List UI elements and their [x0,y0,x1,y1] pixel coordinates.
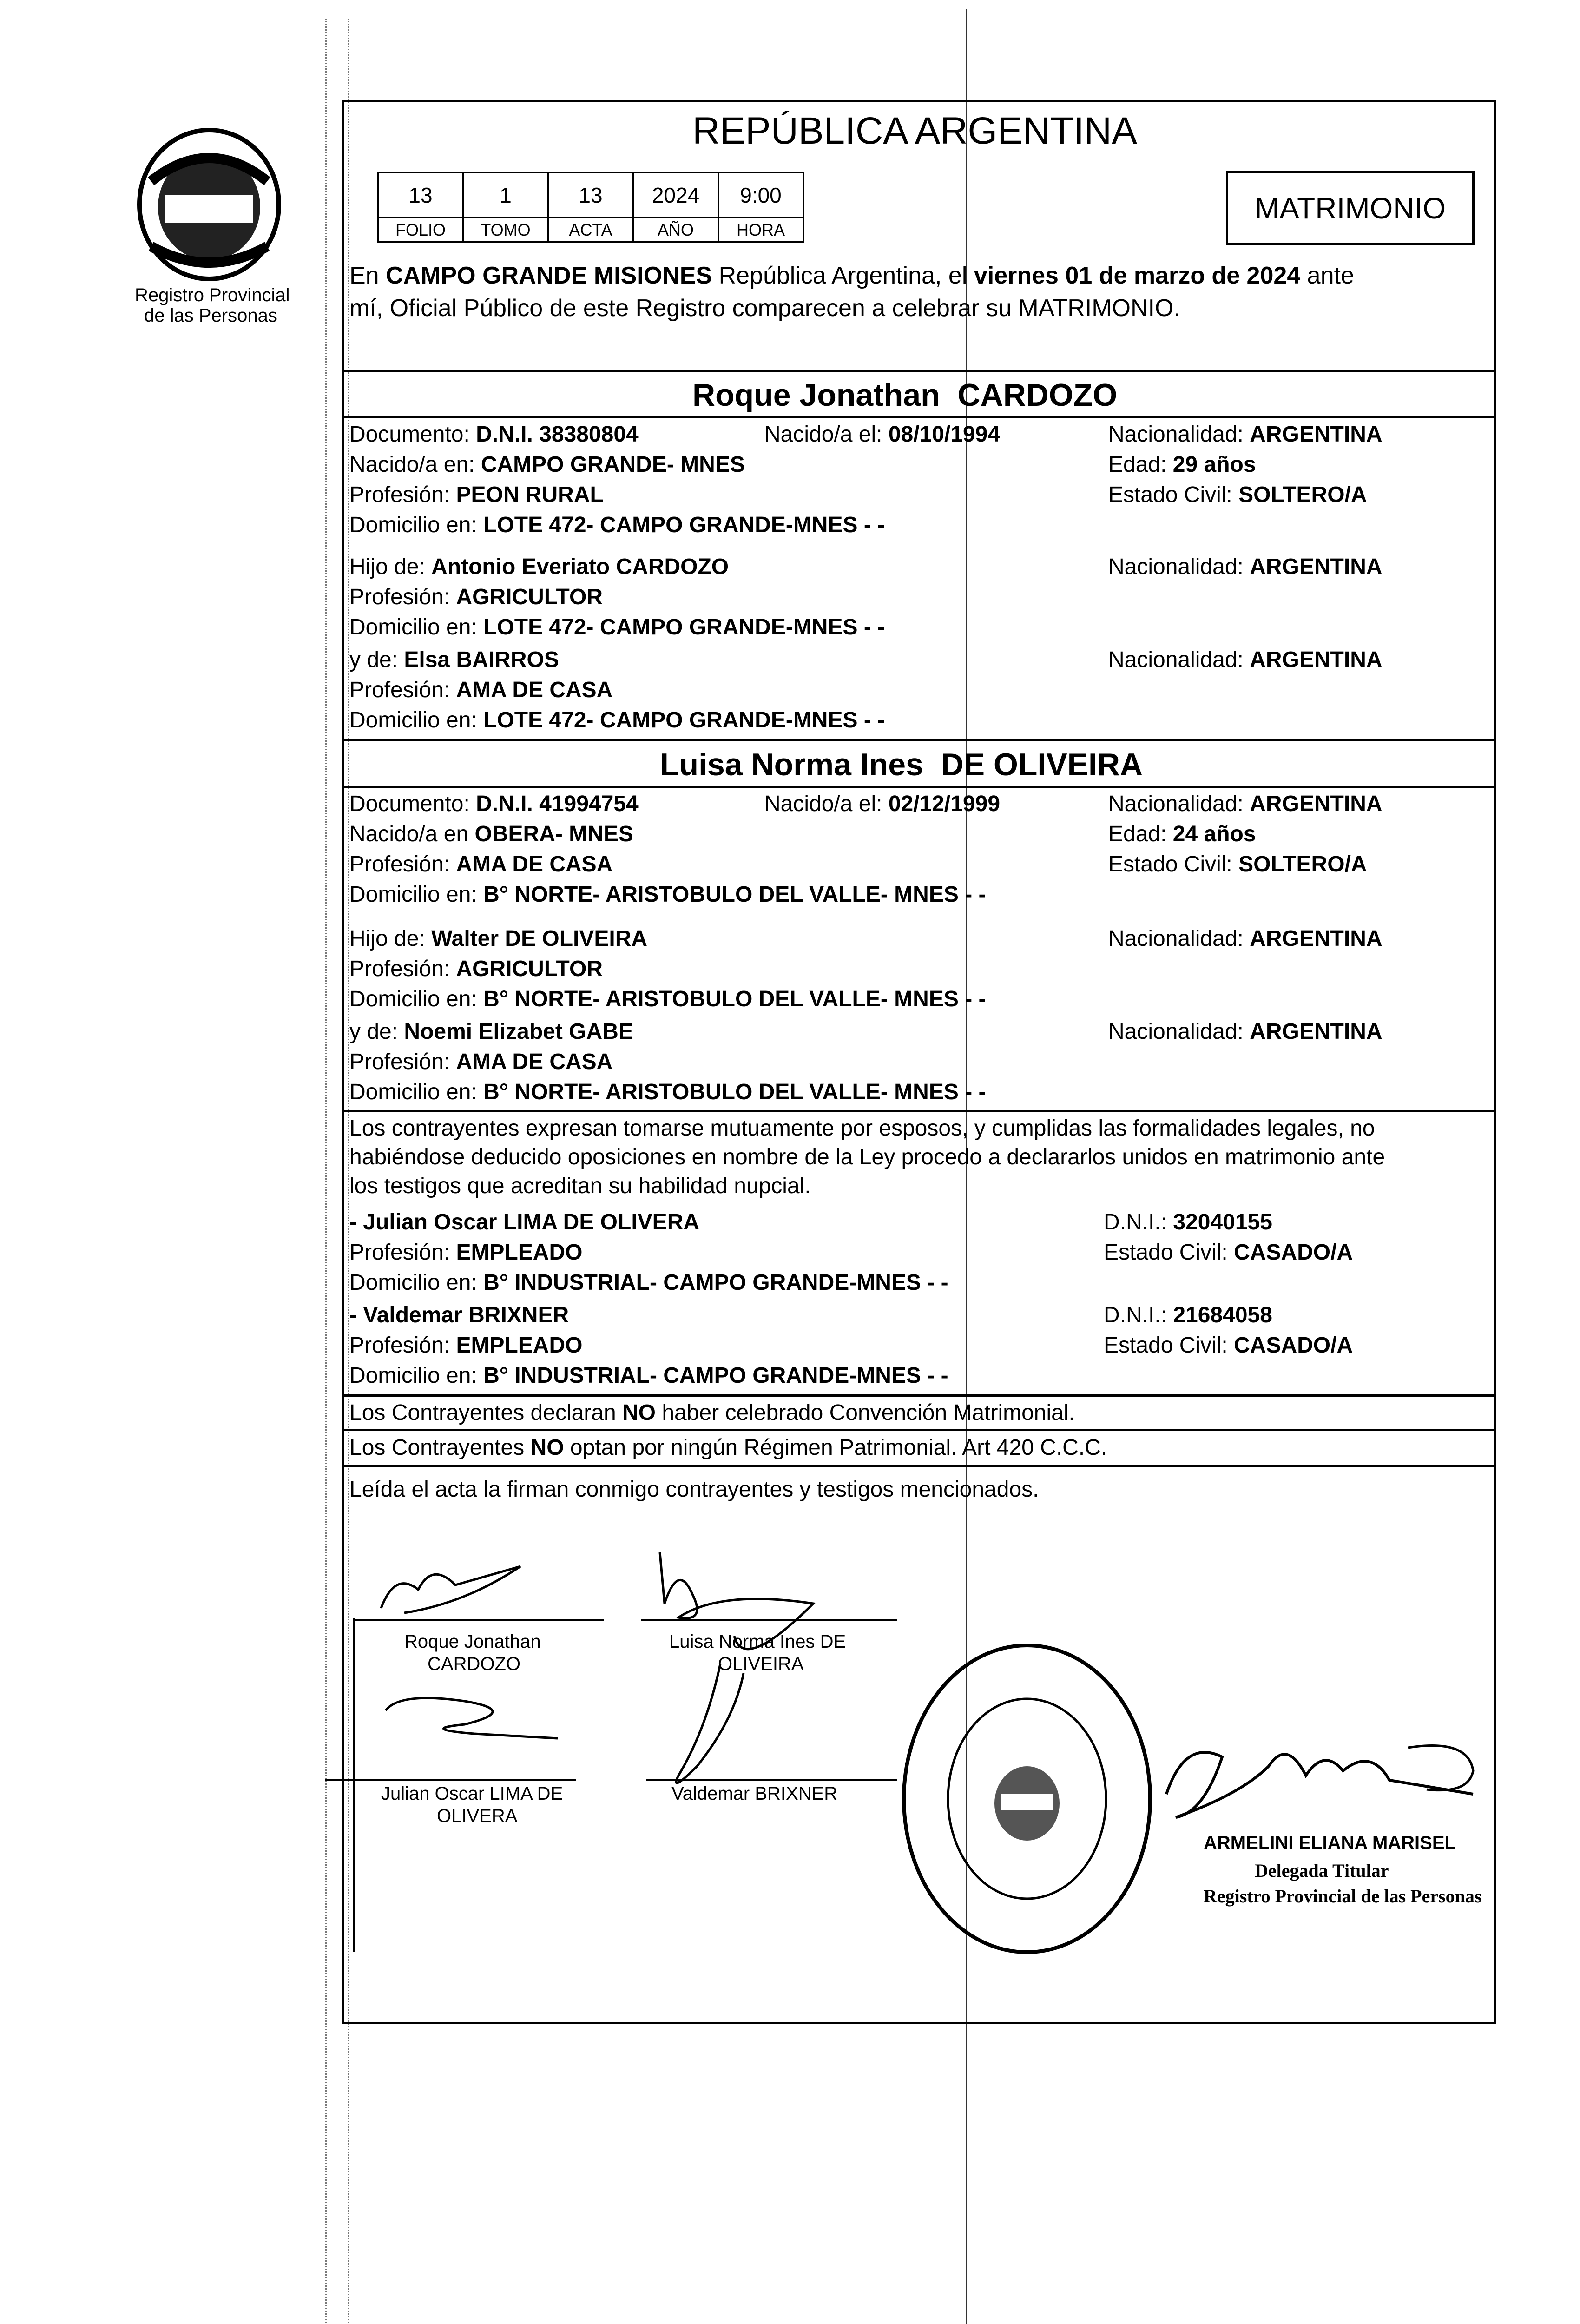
acta-value: 13 [547,172,634,218]
nat-label: Nacionalidad: [1108,792,1250,816]
sig-bride-line-1: Luisa Norma Ines DE [669,1631,846,1652]
bride-mother-domicile [349,1078,986,1106]
acta-label: ACTA [547,217,634,243]
dni-label: D.N.I.: [1104,1303,1173,1327]
tomo-label: TOMO [462,217,549,243]
groom-father-dom: LOTE 472- CAMPO GRANDE-MNES - - [483,615,885,640]
anio-label: AÑO [632,217,719,243]
bride-place: OBERA- MNES [474,822,633,846]
closing-rule [344,1465,1494,1467]
intro-date: viernes 01 de marzo de 2024 [974,262,1301,289]
bride-name-heading [660,745,1143,784]
intro-place: CAMPO GRANDE MISIONES [386,262,712,289]
bride-birthplace [349,820,633,848]
groom-mother [349,646,559,674]
nat-label: Nacionalidad: [1108,555,1250,579]
bride-mother-dom: B° NORTE- ARISTOBULO DEL VALLE- MNES - - [483,1080,986,1104]
bride-civil-status [1108,851,1367,878]
dom-label: Domicilio en: [349,1270,484,1295]
convention-line-2 [349,1434,1107,1462]
groom-prof: PEON RURAL [456,482,604,507]
groom-father-nationality [1108,553,1382,581]
act-type: MATRIMONIO [1254,191,1446,225]
groom-born [764,421,1000,449]
intro-p3: ante [1300,262,1354,289]
conv1-a: Los Contrayentes declaran [349,1400,623,1425]
groom-mother-profession [349,676,612,704]
bride-nat: ARGENTINA [1250,792,1382,816]
father-label: Hijo de: [349,555,432,579]
sig-witness-1-line-2: OLIVERA [437,1806,518,1826]
groom-birthplace [349,451,745,479]
closing-text: Leída el acta la firman conmigo contrayentes y testigos mencionados. [349,1477,1039,1502]
conv2-c: optan por ningún Régimen Patrimonial. Art 420 C.C.C. [564,1435,1107,1460]
groom-mother-nationality [1108,646,1382,674]
declaration-line-3: los testigos que acreditan su habilidad nupcial. [349,1174,811,1198]
groom-first-names: Roque Jonathan [692,377,940,413]
dom-label: Domicilio en: [349,882,484,907]
witness-1-prof: EMPLEADO [456,1240,583,1265]
witness-1-civil-value: CASADO/A [1234,1240,1353,1265]
bride-born [764,790,1000,818]
nat-label: Nacionalidad: [1108,926,1250,951]
groom-age-value: 29 años [1172,452,1256,477]
conv2-no: NO [530,1435,564,1460]
nat-label: Nacionalidad: [1108,422,1250,447]
folio-value: 13 [377,172,464,218]
prof-label: Profesión: [349,1333,456,1358]
witness-2-profession [349,1332,582,1360]
bride-mother-nationality [1108,1018,1382,1046]
declaration-rule [344,1110,1494,1112]
province-logo [132,125,286,284]
prof-label: Profesión: [349,585,456,609]
born-label: Nacido/a el: [764,422,889,447]
bride-first-names: Luisa Norma Ines [660,747,923,782]
bride-doc [349,790,639,818]
folio-label: FOLIO [377,217,464,243]
bride-civil: SOLTERO/A [1238,852,1367,877]
official-title: Delegada Titular [1255,1860,1389,1881]
place-label: Nacido/a en: [349,452,481,477]
groom-birthdate: 08/10/1994 [888,422,1001,447]
sig-groom-line-2: CARDOZO [428,1654,520,1674]
prof-label: Profesión: [349,678,456,702]
dom-label: Domicilio en: [349,1080,484,1104]
witness-2-dom: B° INDUSTRIAL- CAMPO GRANDE-MNES - - [483,1363,948,1388]
groom-heading-rule [344,416,1494,418]
intro-p2: República Argentina, el [712,262,974,289]
groom-doc [349,421,639,449]
witness-2-prof: EMPLEADO [456,1333,583,1358]
bride-birthdate: 02/12/1999 [888,792,1001,816]
prof-label: Profesión: [349,1240,456,1265]
nat-label: Nacionalidad: [1108,1019,1250,1044]
sig-groom-line-1: Roque Jonathan [404,1631,541,1652]
groom-surname: CARDOZO [957,377,1118,413]
bride-nationality [1108,790,1382,818]
groom-civil: SOLTERO/A [1238,482,1367,507]
prof-label: Profesión: [349,482,456,507]
bride-age-value: 24 años [1172,822,1256,846]
witness-2-civil-value: CASADO/A [1234,1333,1353,1358]
groom-father-domicile [349,614,885,641]
act-type-box [1226,171,1475,245]
mother-label: y de: [349,647,404,672]
prof-label: Profesión: [349,852,456,877]
bride-dom: B° NORTE- ARISTOBULO DEL VALLE- MNES - - [483,882,986,907]
groom-domicile [349,511,885,539]
conventions-rule [344,1394,1494,1397]
witness-2-civil [1104,1332,1353,1360]
nat-label: Nacionalidad: [1108,647,1250,672]
groom-place: CAMPO GRANDE- MNES [481,452,745,477]
groom-mother-prof: AMA DE CASA [456,678,613,702]
official-name: ARMELINI ELIANA MARISEL [1204,1833,1456,1853]
groom-dni: D.N.I. 38380804 [476,422,639,447]
groom-father [349,553,729,581]
groom-dom: LOTE 472- CAMPO GRANDE-MNES - - [483,513,885,537]
bride-father-name: Walter DE OLIVEIRA [431,926,648,951]
logo-caption-1: Registro Provincial [135,285,290,305]
groom-name-heading [692,376,1117,415]
age-label: Edad: [1108,822,1173,846]
declaration-line-1: Los contrayentes expresan tomarse mutuamente por esposos, y cumplidas las formalidades legales, no [349,1116,1375,1141]
groom-nat: ARGENTINA [1250,422,1382,447]
left-margin-guide [325,19,328,2324]
groom-civil-status [1108,481,1367,509]
country-title: REPÚBLICA ARGENTINA [692,110,1137,152]
registry-seal [897,1636,1157,1961]
conv2-a: Los Contrayentes [349,1435,531,1460]
witness-1-name: - Julian Oscar LIMA DE OLIVERA [349,1210,700,1235]
dom-label: Domicilio en: [349,708,484,733]
doc-label: Documento: [349,422,476,447]
sig-witness-1-line-1: Julian Oscar LIMA DE [381,1783,563,1804]
groom-father-profession [349,583,603,611]
witness-1-domicile [349,1269,948,1297]
witness-2-dni [1104,1301,1272,1329]
groom-father-nat: ARGENTINA [1250,555,1382,579]
declaration-line-2: habiéndose deducido oposiciones en nombre de la Ley procedo a declararlos unidos en matrimonio ante [349,1145,1385,1169]
civil-label: Estado Civil: [1104,1333,1234,1358]
bride-age [1108,820,1256,848]
groom-father-name: Antonio Everiato CARDOZO [431,555,729,579]
logo-caption-2: de las Personas [144,305,277,326]
groom-mother-name: Elsa BAIRROS [404,647,559,672]
bride-prof: AMA DE CASA [456,852,613,877]
bride-mother [349,1018,633,1046]
witness-1-dni-value: 32040155 [1173,1210,1272,1235]
intro-line-2: mí, Oficial Público de este Registro comparecen a celebrar su MATRIMONIO. [349,295,1180,322]
intro-p1: En [349,262,386,289]
dni-label: D.N.I.: [1104,1210,1173,1235]
bride-profession [349,851,612,878]
groom-nationality [1108,421,1382,449]
civil-label: Estado Civil: [1108,482,1239,507]
sig-witness-2: Valdemar BRIXNER [672,1783,838,1804]
bride-surname: DE OLIVEIRA [941,747,1143,782]
witness-1-civil [1104,1239,1353,1267]
witness-1-dom: B° INDUSTRIAL- CAMPO GRANDE-MNES - - [483,1270,948,1295]
official-registry: Registro Provincial de las Personas [1204,1886,1482,1907]
groom-top-rule [344,370,1494,372]
witness-2-name: - Valdemar BRIXNER [349,1303,569,1327]
dom-label: Domicilio en: [349,615,484,640]
intro-line-1 [349,260,1354,291]
bride-heading-rule [344,786,1494,788]
groom-mother-nat: ARGENTINA [1250,647,1382,672]
age-label: Edad: [1108,452,1173,477]
dom-label: Domicilio en: [349,987,484,1011]
dom-label: Domicilio en: [349,513,484,537]
bride-father [349,925,647,953]
bride-mother-name: Noemi Elizabet GABE [404,1019,633,1044]
conventions-mid-rule [344,1429,1494,1431]
place-label: Nacido/a en [349,822,475,846]
convention-line-1 [349,1399,1075,1427]
civil-label: Estado Civil: [1104,1240,1234,1265]
witness-2-domicile [349,1362,948,1390]
civil-label: Estado Civil: [1108,852,1239,877]
mother-label: y de: [349,1019,404,1044]
witness-1-profession [349,1239,582,1267]
doc-label: Documento: [349,792,476,816]
groom-father-prof: AGRICULTOR [456,585,603,609]
conv1-c: haber celebrado Convención Matrimonial. [656,1400,1075,1425]
bride-mother-prof: AMA DE CASA [456,1050,613,1074]
born-label: Nacido/a el: [764,792,889,816]
bride-father-prof: AGRICULTOR [456,957,603,981]
father-label: Hijo de: [349,926,432,951]
bride-mother-nat: ARGENTINA [1250,1019,1382,1044]
bride-mother-profession [349,1048,612,1076]
sig-bride-line-2: OLIVEIRA [718,1654,804,1674]
groom-mother-domicile [349,706,885,734]
hora-value: 9:00 [718,172,804,218]
bride-father-nat: ARGENTINA [1250,926,1382,951]
groom-age [1108,451,1256,479]
bride-father-domicile [349,985,986,1013]
tomo-value: 1 [462,172,549,218]
dom-label: Domicilio en: [349,1363,484,1388]
bride-top-rule [344,739,1494,741]
bride-father-profession [349,955,603,983]
hora-label: HORA [718,217,804,243]
groom-profession [349,481,604,509]
bride-dni: D.N.I. 41994754 [476,792,639,816]
conv1-no: NO [622,1400,656,1425]
witness-2-dni-value: 21684058 [1173,1303,1272,1327]
anio-value: 2024 [632,172,719,218]
prof-label: Profesión: [349,1050,456,1074]
bride-domicile [349,881,986,909]
groom-mother-dom: LOTE 472- CAMPO GRANDE-MNES - - [483,708,885,733]
prof-label: Profesión: [349,957,456,981]
bride-father-nationality [1108,925,1382,953]
bride-father-dom: B° NORTE- ARISTOBULO DEL VALLE- MNES - - [483,987,986,1011]
witness-1-dni [1104,1208,1272,1236]
